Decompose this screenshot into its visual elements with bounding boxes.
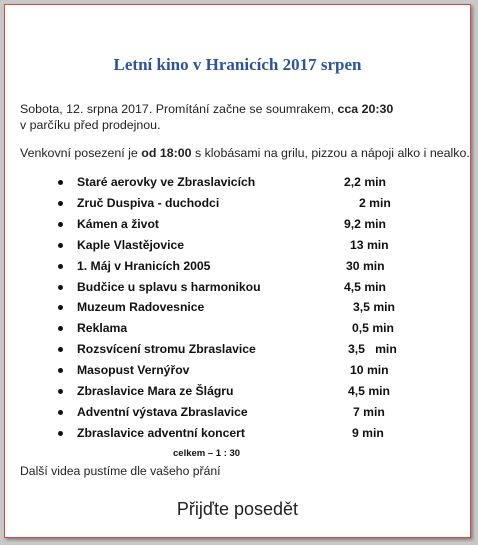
program-item-duration: 4,5 min: [344, 279, 386, 294]
list-item: [5, 215, 470, 235]
list-item: [5, 278, 470, 298]
seating-suffix: s klobásami na grilu, pizzou a nápoji alko i nealko.: [191, 146, 470, 160]
bullet-icon: [58, 201, 63, 206]
closing-invitation: Přijďte posedět: [176, 499, 299, 519]
bullet-icon: [58, 305, 63, 310]
list-item: [5, 236, 470, 256]
list-item: [5, 424, 470, 444]
program-item-title: Muzeum Radovesnice: [77, 300, 205, 315]
intro-paragraph: [20, 101, 393, 133]
program-item-duration: 2,2 min: [344, 175, 386, 189]
program-item-duration: 10 min: [350, 363, 389, 378]
program-item-title: Zbraslavice adventní koncert: [77, 425, 245, 440]
bullet-icon: [58, 222, 63, 227]
program-item-duration: 3,5 min: [353, 300, 395, 315]
list-item: [5, 194, 470, 214]
seating-paragraph: [20, 145, 470, 161]
program-item-title: Zbraslavice Mara ze Šlágru: [77, 384, 234, 398]
list-item: [5, 403, 470, 423]
list-item: [5, 361, 470, 381]
list-item: [5, 319, 470, 339]
program-item-title: Staré aerovky ve Zbraslavicích: [77, 175, 256, 189]
further-videos-note: Další videa pustíme dle vašeho přání: [20, 464, 221, 478]
list-item: [5, 340, 470, 360]
program-item-duration: 30 min: [346, 258, 385, 273]
program-item-duration: 13 min: [350, 237, 389, 252]
bullet-icon: [58, 389, 63, 394]
bullet-icon: [58, 264, 63, 269]
intro-location: v parčíku před prodejnou.: [20, 118, 161, 132]
list-item: [5, 173, 470, 193]
program-item-title: Budčice u splavu s harmonikou: [77, 279, 261, 294]
intro-text: Sobota, 12. srpna 2017. Promítání začne se soumrakem,: [20, 102, 338, 116]
list-item: [5, 257, 470, 277]
program-item-title: Reklama: [77, 321, 128, 336]
program-item-title: Zruč Duspiva - duchodci: [77, 195, 220, 210]
program-item-title: 1. Máj v Hranicích 2005: [77, 258, 211, 273]
program-item-title: Kaple Vlastějovice: [77, 237, 185, 252]
program-item-duration: 2 min: [359, 195, 391, 210]
list-item: [5, 382, 470, 402]
seating-time: od 18:00: [141, 146, 192, 160]
bullet-icon: [58, 180, 63, 185]
program-item-duration: 4,5 min: [348, 384, 390, 398]
document-title: Letní kino v Hranicích 2017 srpen: [113, 55, 362, 74]
document-page: [4, 4, 471, 538]
list-item: [5, 298, 470, 318]
program-item-duration: 3,5 min: [348, 342, 397, 357]
bullet-icon: [58, 347, 63, 352]
bullet-icon: [58, 243, 63, 248]
bullet-icon: [58, 368, 63, 373]
bullet-icon: [58, 410, 63, 415]
program-item-title: Kámen a život: [77, 216, 159, 231]
total-duration: celkem – 1 : 30: [173, 448, 241, 459]
program-item-title: Masopust Vernýřov: [77, 363, 190, 378]
start-time: cca 20:30: [337, 102, 394, 116]
program-item-title: Adventní výstava Zbraslavice: [77, 404, 248, 419]
bullet-icon: [58, 431, 63, 436]
program-item-duration: 7 min: [353, 404, 385, 419]
program-item-duration: 9 min: [352, 425, 384, 440]
seating-prefix: Venkovní posezení je: [20, 146, 142, 160]
bullet-icon: [58, 285, 63, 290]
program-item-duration: 9,2 min: [344, 216, 386, 231]
program-item-title: Rozsvícení stromu Zbraslavice: [77, 342, 256, 357]
bullet-icon: [58, 326, 63, 331]
program-item-duration: 0,5 min: [352, 321, 394, 336]
